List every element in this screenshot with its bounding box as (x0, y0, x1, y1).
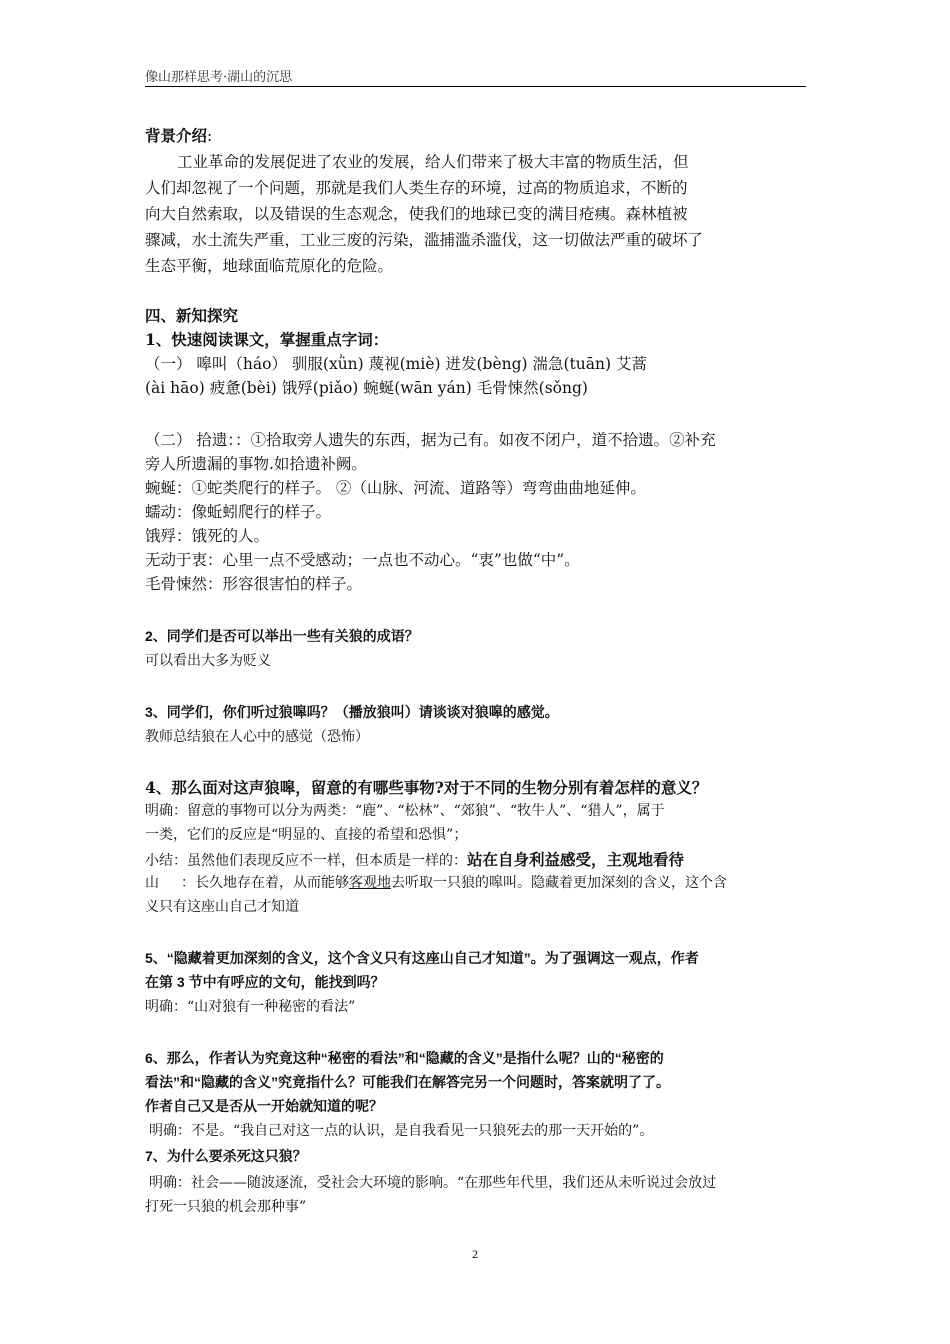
q7-answer-line-2: 打死一只狼的机会那种事” (145, 1199, 307, 1215)
background-heading: 背景介绍 (145, 126, 208, 145)
q6-title-line-2: 看法”和“隐藏的含义”究竟指什么？可能我们在解答完另一个问题时，答案就明了了。 (145, 1074, 670, 1090)
q4-line4-c: 去听取一只狼的嗥叫。隐藏着更加深刻的含义，这个含 (391, 875, 727, 891)
background-heading-line (145, 124, 212, 146)
definition-line-1: （二） 拾遗：：①拾取旁人遗失的东西，据为己有。如夜不闭户，道不拾遗。②补充 (145, 431, 716, 449)
vocab-line-2: (ài hāo) 疲惫(bèi) 饿殍(piǎo) 蜿蜒(wān yán) 毛骨悚然(sǒng) (145, 379, 588, 397)
q4-summary-line-4 (145, 872, 727, 892)
q7-title: 7、为什么要杀死这只狼？ (145, 1148, 307, 1164)
vocab-line-1: （一） 嗥叫（háo） 驯服(xǜn) 蔑视(miè) 迸发(bèng) 湍急(tuān) 艾蒿 (145, 355, 647, 373)
definition-line-2: 旁人所遗漏的事物.如拾遗补阙。 (145, 455, 367, 473)
definition-line-6: 无动于衷：心里一点不受感动；一点也不动心。“衷”也做“中”。 (145, 551, 580, 569)
background-line-1: 工业革命的发展促进了农业的发展，给人们带来了极大丰富的物质生活，但 (177, 153, 689, 171)
background-line-5: 生态平衡，地球面临荒原化的危险。 (145, 257, 394, 275)
q4-mountain: 山 (145, 875, 159, 891)
q5-title-line-1: 5、“隐藏着更加深刻的含义，这个含义只有这座山自己才知道”。为了强调这一观点，作者 (145, 950, 699, 966)
page-number: 2 (472, 1247, 478, 1261)
q5-answer: 明确：“山对狼有一种秘密的看法” (145, 999, 356, 1015)
q4-title: 4、那么面对这声狼嗥，留意的有哪些事物?对于不同的生物分别有着怎样的意义？ (145, 778, 708, 797)
q4-answer-line-1: 明确：留意的事物可以分为两类：“鹿”、“松林”、“郊狼”、“牧牛人”、“猎人”，属于 (145, 803, 665, 819)
q4-objective-underlined: 客观地 (349, 875, 391, 891)
q3-title: 3、同学们，你们听过狼嗥吗？（播放狼叫）请谈谈对狼嗥的感觉。 (145, 704, 559, 720)
definition-line-7: 毛骨悚然：形容很害怕的样子。 (145, 575, 363, 593)
page-header (145, 62, 806, 87)
q4-summary-prefix: 小结：虽然他们表现反应不一样，但本质是一样的： (145, 853, 467, 869)
definition-line-5: 饿殍：饿死的人。 (145, 527, 270, 545)
q4-answer-line-2: 一类，它们的反应是“明显的、直接的希望和恐惧”； (145, 827, 468, 843)
q1-title: 1、快速阅读课文，掌握重点字词： (145, 330, 389, 349)
background-line-3: 向大自然索取，以及错误的生态观念，使我们的地球已变的满目疮痍。森林植被 (145, 205, 688, 223)
q3-answer: 教师总结狼在人心中的感觉（恐怖） (145, 729, 369, 745)
q2-title: 2、同学们是否可以举出一些有关狼的成语？ (145, 628, 419, 644)
q4-summary-bold: 站在自身利益感受，主观地看待 (467, 850, 685, 869)
q5-title-line-2: 在第 3 节中有呼应的文句，能找到吗？ (145, 974, 385, 990)
definition-line-3: 蜿蜒：①蛇类爬行的样子。 ②（山脉、河流、道路等）弯弯曲曲地延伸。 (145, 479, 646, 497)
q2-answer: 可以看出大多为贬义 (145, 653, 271, 669)
header-title: 像山那样思考·湖山的沉思 (145, 70, 293, 85)
q6-answer: 明确：不是。“我自己对这一点的认识，是自我看见一只狼死去的那一天开始的”。 (149, 1123, 654, 1139)
q4-summary-line-5: 义只有这座山自己才知道 (145, 899, 299, 915)
q4-line4-b: ：长久地存在着，从而能够 (181, 875, 349, 891)
definition-line-4: 蠕动：像蚯蚓爬行的样子。 (145, 503, 332, 521)
q7-answer-line-1: 明确：社会——随波逐流，受社会大环境的影响。“在那些年代里，我们还从未听说过会放过 (149, 1175, 717, 1191)
background-line-4: 骤减，水土流失严重，工业三废的污染，滥捕滥杀滥伐，这一切做法严重的破坏了 (145, 231, 704, 249)
background-line-2: 人们却忽视了一个问题，那就是我们人类生存的环境，过高的物质追求，不断的 (145, 179, 688, 197)
background-heading-colon: : (207, 127, 213, 145)
q4-summary-line (145, 848, 684, 870)
section-heading: 四、新知探究 (145, 306, 239, 325)
q6-title-line-1: 6、那么，作者认为究竟这种“秘密的看法”和“隐藏的含义”是指什么呢？山的“秘密的 (145, 1050, 664, 1066)
q6-title-line-3: 作者自己又是否从一开始就知道的呢？ (145, 1098, 383, 1114)
